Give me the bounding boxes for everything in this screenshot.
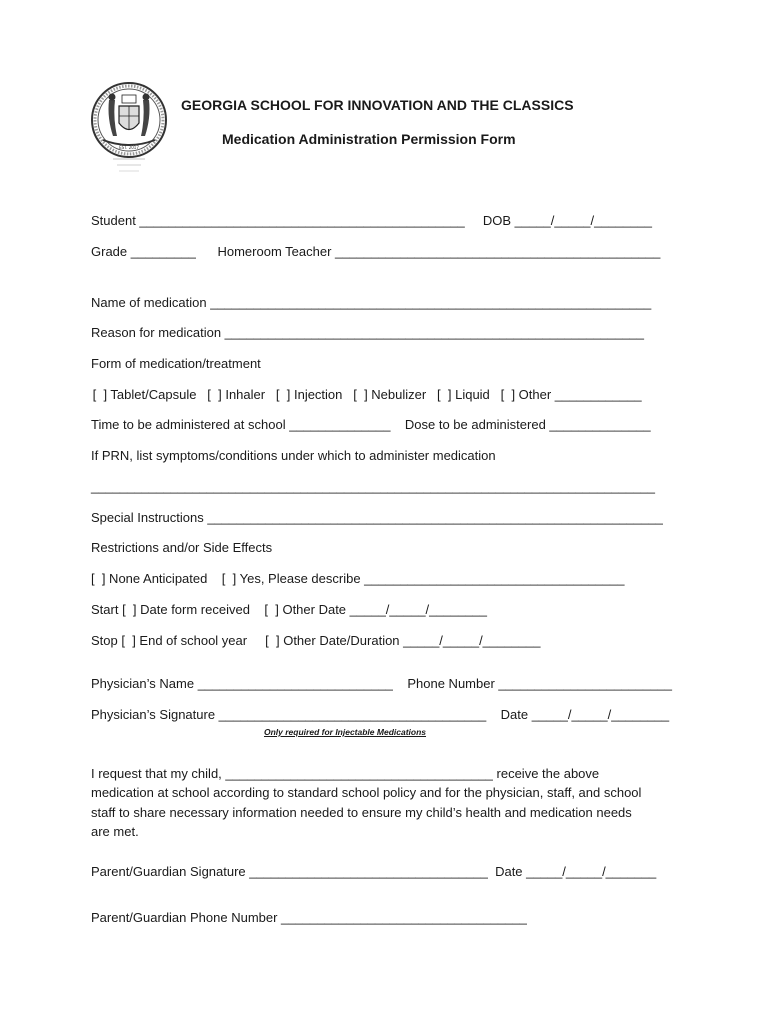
side-effects-field[interactable]: [ ] None Anticipated [ ] Yes, Please describe ____________________________________ [91,571,625,586]
time-dose-field[interactable]: Time to be administered at school ______________ Dose to be administered ______________ [91,417,651,432]
form-options-checkboxes[interactable]: [ ] Tablet/Capsule [ ] Inhaler [ ] Injection [ ] Nebulizer [ ] Liquid [ ] Other ____________ [89,387,642,402]
request-statement-line-1[interactable]: I request that my child, _____________________________________ receive the above [91,766,600,781]
request-statement-line-4: are met. [91,824,139,839]
request-statement-line-3: staff to share necessary information needed to ensure my child’s health and medication needs [91,805,632,820]
parent-phone-field[interactable]: Parent/Guardian Phone Number __________________________________ [91,910,527,925]
form-of-medication-label: Form of medication/treatment [91,356,261,371]
school-seal-logo [89,78,169,178]
svg-text:EST. 2017: EST. 2017 [119,145,139,150]
prn-field[interactable]: ______________________________________________________________________________ [91,479,655,494]
restrictions-label: Restrictions and/or Side Effects [91,540,273,555]
form-title: Medication Administration Permission Form [222,131,516,147]
physician-signature-field[interactable]: Physician’s Signature _____________________________________ Date _____/_____/________ [91,707,670,722]
student-dob-field[interactable]: Student _____________________________________________ DOB _____/_____/________ [91,213,652,228]
parent-signature-field[interactable]: Parent/Guardian Signature _________________________________ Date _____/_____/_______ [91,864,657,879]
physician-name-phone-field[interactable]: Physician’s Name ___________________________ Phone Number ________________________ [91,676,672,691]
request-statement-line-2: medication at school according to standard school policy and for the physician, staff, and school [91,785,642,800]
injectable-note: Only required for Injectable Medications [264,727,427,737]
prn-label: If PRN, list symptoms/conditions under which to administer medication [91,448,496,463]
grade-teacher-field[interactable]: Grade _________ Homeroom Teacher _____________________________________________ [91,244,661,259]
school-name: GEORGIA SCHOOL FOR INNOVATION AND THE CLASSICS [181,97,574,113]
special-instructions-field[interactable]: Special Instructions _______________________________________________________________ [91,510,663,525]
start-date-field[interactable]: Start [ ] Date form received [ ] Other Date _____/_____/________ [91,602,488,617]
medication-name-field[interactable]: Name of medication _____________________________________________________________ [91,295,652,310]
reason-field[interactable]: Reason for medication __________________________________________________________ [91,325,645,340]
stop-date-field[interactable]: Stop [ ] End of school year [ ] Other Date/Duration _____/_____/________ [91,633,541,648]
